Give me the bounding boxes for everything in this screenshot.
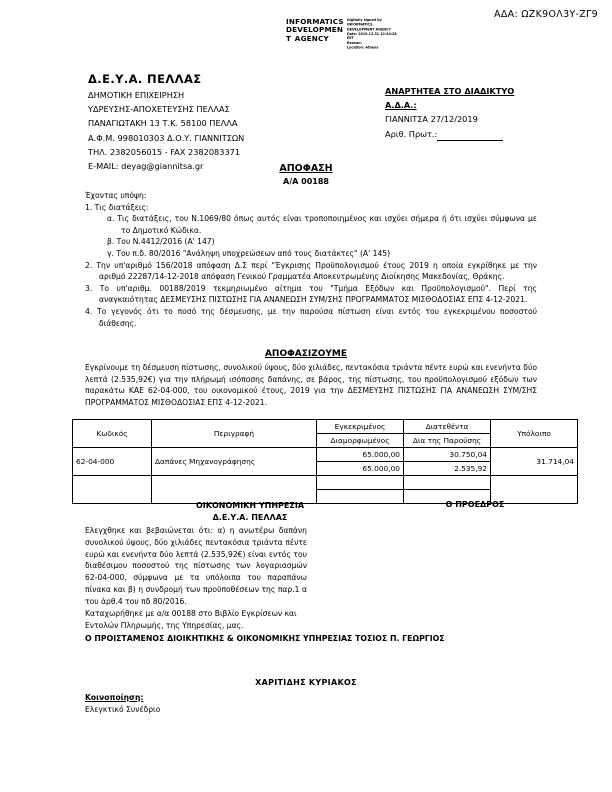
- preamble-item-1c: γ. Του π.δ. 80/2016 "Ανάληψη υποχρεώσεων από τους διατάκτες" (Α' 145): [107, 248, 391, 258]
- protocol-blank: [437, 131, 503, 141]
- ada-label: ΑΔΑ:: [494, 9, 518, 20]
- th-balance: Υπόλοιπο: [491, 420, 578, 448]
- signature-detail-7: Location: Athens: [347, 45, 379, 50]
- org-email: E-MAIL: deyag@giannitsa.gr: [88, 161, 204, 172]
- notification-title: Κοινοποίηση:: [85, 693, 144, 702]
- preamble-item-1: 1. Τις διατάξεις:: [85, 202, 149, 212]
- decide-heading: [0, 349, 612, 359]
- signature-detail-6: Reason:: [347, 40, 362, 46]
- th-disposed: Διατεθέντα: [404, 420, 491, 434]
- th-description: Περιγραφή: [152, 420, 317, 448]
- decision-number: Α/Α 00188: [283, 177, 329, 186]
- preamble-lead: Έχοντας υπόψη:: [85, 191, 147, 200]
- ada-code: [494, 9, 598, 20]
- preamble-item-1a: α. Τις διατάξεις, του Ν.1069/80 όπως αυτός είναι τροποποιημένος και ισχύει σήμερα ή ότι ισχύει σύμφωνα με το Δημοτικό Κώδικα.: [107, 214, 537, 235]
- signature-details: [347, 18, 409, 50]
- th-approved: Εγκεκριμένος: [317, 420, 404, 434]
- notification-recipient: Ελεγκτικό Συνέδριο: [85, 705, 161, 714]
- president-heading: Ο ΠΡΟΕΔΡΟΣ: [445, 500, 505, 509]
- preamble-item-3: 3. Το υπ'αριθμ. 00188/2019 τεκμηριωμένο αίτημα του "Τμήμα Εξόδων και Προϋπολογισμού". Περί της αναγκαιότητας ΔΕΣΜΕΥΣΗΣ ΠΙΣΤΩΣΗΣ ΓΙΑ ΑΝΑΝΕΩΣΗ ΣΥΜ/ΣΗΣ ΠΡΟΓΡΑΜΜΑΤΟΣ ΜΙΣΘΟΔΟΣΙΑΣ ΕΠΣ 4-12-2021.: [85, 283, 537, 305]
- cell-description: Δαπάνες Μηχανογράφησης: [152, 448, 317, 476]
- th-disposed-sub: Δια της Παρούσης: [404, 434, 491, 448]
- protocol-number-line: [385, 127, 514, 141]
- signature-detail-1: Digitally signed by: [347, 18, 382, 23]
- cell-approved: 65.000,00: [317, 462, 404, 476]
- agency-line-1: INFORMATICS: [286, 17, 344, 26]
- preamble-section: [85, 190, 537, 329]
- agency-line-2: DEVELOPMEN: [286, 25, 344, 35]
- signature-detail-2: INFORMATICS: [347, 22, 373, 27]
- notification-block: [85, 692, 160, 716]
- budget-table-header: [73, 420, 578, 448]
- financial-service-heading: [140, 500, 360, 524]
- org-tax-id: Α.Φ.Μ. 998010303 Δ.Ο.Υ. ΓΙΑΝΝΙΤΣΩΝ: [88, 132, 245, 143]
- cell-code: 62-04-000: [73, 448, 152, 476]
- signature-detail-5: EET: [347, 36, 354, 41]
- financial-service-body: Ελεγχθηκε και βεβαιώνεται ότι: α) η ανωτέρω δαπάνη συνολικού ύψους, δύο χιλιάδες πεντακόσια τριάντα πέντε ευρώ και ενενήντα δύο λεπτά (2.535,92€) είναι εντός του διαθέσιμου ποσοστού της πίστωσης των λογαριασμών 62-04-000, σύμφωνα με τα υπόλοιπα του παραπάνω πίνακα και β) η συνδρομή των προϋποθέσεων της παρ.1 α του άρθ.4 του πδ 80/2016.: [85, 526, 307, 606]
- ada-field-label: Α.Δ.Α.:: [385, 100, 417, 111]
- publish-notice: ΑΝΑΡΤΗΤΕΑ ΣΤΟ ΔΙΑΔΙΚΤΥΟ: [385, 86, 515, 96]
- budget-table-body: [73, 448, 578, 504]
- organization-name: Δ.Ε.Υ.Α. ΠΕΛΛΑΣ: [88, 72, 202, 86]
- cell-disposed: [404, 476, 491, 490]
- signature-detail-4: Date: 2019.12.31 12:20:28: [347, 31, 397, 36]
- registration-line-1: Καταχωρήθηκε με α/α 00188 στο Βιβλίο Εγκρίσεων και: [85, 609, 297, 618]
- th-approved-sub: Διαμορφωμένος: [317, 434, 404, 448]
- letterhead-left: [88, 70, 244, 173]
- org-subtitle-1: ΔΗΜΟΤΙΚΗ ΕΠΙΧΕΙΡΗΣΗ: [88, 90, 185, 100]
- preamble-item-1b: β. Του Ν.4412/2016 (Α' 147): [107, 237, 215, 247]
- agency-line-3: T AGENCY: [286, 33, 329, 43]
- ada-value: ΩΖΚ9ΟΛ3Υ-ΖΓ9: [521, 9, 598, 20]
- signature-agency-name: [286, 18, 344, 43]
- registration-block: [85, 608, 335, 632]
- decide-body: Εγκρίνουμε τη δέσμευση πίστωσης, συνολικού ύψους, δύο χιλιάδες, πεντακόσια τριάντα πέντε ευρώ και ενενήντα δύο λεπτά (2.535,92€) για την πλήρωμή ισόποσης δαπάνης, σε βάρος, της πίστωσης, του προϋπολογισμού εξόδων των παρακάτω ΚΑΕ 62-04-000, του οικονομικού έτους, 2019 για την ΔΕΣΜΕΥΣΗΣ ΠΙΣΤΩΣΗΣ ΓΙΑ ΑΝΑΝΕΩΣΗ ΣΥΜ/ΣΗΣ ΠΡΟΓΡΑΜΜΑΤΟΣ ΜΙΣΘΟΔΟΣΙΑΣ ΕΠΣ 4-12-2021.: [85, 363, 537, 407]
- decision-title-text: ΑΠΟΦΑΣΗ: [279, 163, 333, 174]
- table-header-row-1: [73, 420, 578, 434]
- protocol-label: Αριθ. Πρωτ.:: [385, 128, 438, 139]
- signature-detail-3: DEVELOPMENT AGENCY: [347, 27, 391, 32]
- table-row: [73, 476, 578, 490]
- registration-line-2: Εντολών Πληρωμής, της Υπηρεσίας, μας.: [85, 621, 244, 630]
- org-address: ΠΑΝΑΓΙΩΤΑΚΗ 13 Τ.Κ. 58100 ΠΕΛΛΑ: [88, 118, 238, 129]
- budget-table-wrapper: [72, 419, 574, 504]
- cell-approved: 65.000,00: [317, 448, 404, 462]
- digital-signature-stamp: [286, 18, 409, 48]
- place-and-date: ΓΙΑΝΝΙΤΣΑ 27/12/2019: [385, 114, 478, 125]
- cell-disposed: 30.750,04: [404, 448, 491, 462]
- department-head-signature: Ο ΠΡΟΙΣΤΑΜΕΝΟΣ ΔΙΟΙΚΗΤΙΚΗΣ & ΟΙΚΟΝΟΜΙΚΗΣ ΥΠΗΡΕΣΙΑΣ ΤΟΣΙΟΣ Π. ΓΕΩΡΓΙΟΣ: [85, 634, 445, 643]
- org-subtitle-2: ΥΔΡΕΥΣΗΣ-ΑΠΟΧΕΤΕΥΣΗΣ ΠΕΛΛΑΣ: [88, 104, 230, 115]
- org-phone-fax: ΤΗΛ. 2382056015 - FAX 2382083371: [88, 146, 241, 157]
- financial-service-title: ΟΙΚΟΝΟΜΙΚΗ ΥΠΗΡΕΣΙΑ: [195, 501, 305, 510]
- decide-heading-text: ΑΠΟΦΑΣΙΖΟΥΜΕ: [264, 349, 348, 359]
- financial-service-org: Δ.Ε.Υ.Α. ΠΕΛΛΑΣ: [212, 513, 288, 522]
- preamble-item-2: 2. Την υπ'αριθμό 156/2018 απόφαση Δ.Σ περί "Έγκρισης Προϋπολογισμού έτους 2019 η οποία εγκρίθηκε με την αριθμό 22287/14-12-2018 απόφαση Γενικού Γραμματέα Αποκεντρωμένης Διοίκησης Μακεδονίας, Θράκης.: [85, 260, 537, 282]
- cell-disposed: 2.535,92: [404, 462, 491, 476]
- budget-table: [72, 419, 578, 504]
- table-row: [73, 448, 578, 462]
- cell-balance: 31.714,04: [491, 448, 578, 476]
- letterhead-right: [385, 84, 514, 141]
- president-name: ΧΑΡΙΤΙΔΗΣ ΚΥΡΙΑΚΟΣ: [255, 678, 357, 687]
- page-title: [0, 163, 612, 174]
- cell-approved: [317, 476, 404, 490]
- th-code: Κωδικός: [73, 420, 152, 448]
- preamble-item-4: 4. Το γεγονός ότι το ποσό της δέσμευσης, με την παρούσα πίστωση είναι εντός του εγκεκριμένου ποσοστού διάθεσης.: [85, 306, 537, 328]
